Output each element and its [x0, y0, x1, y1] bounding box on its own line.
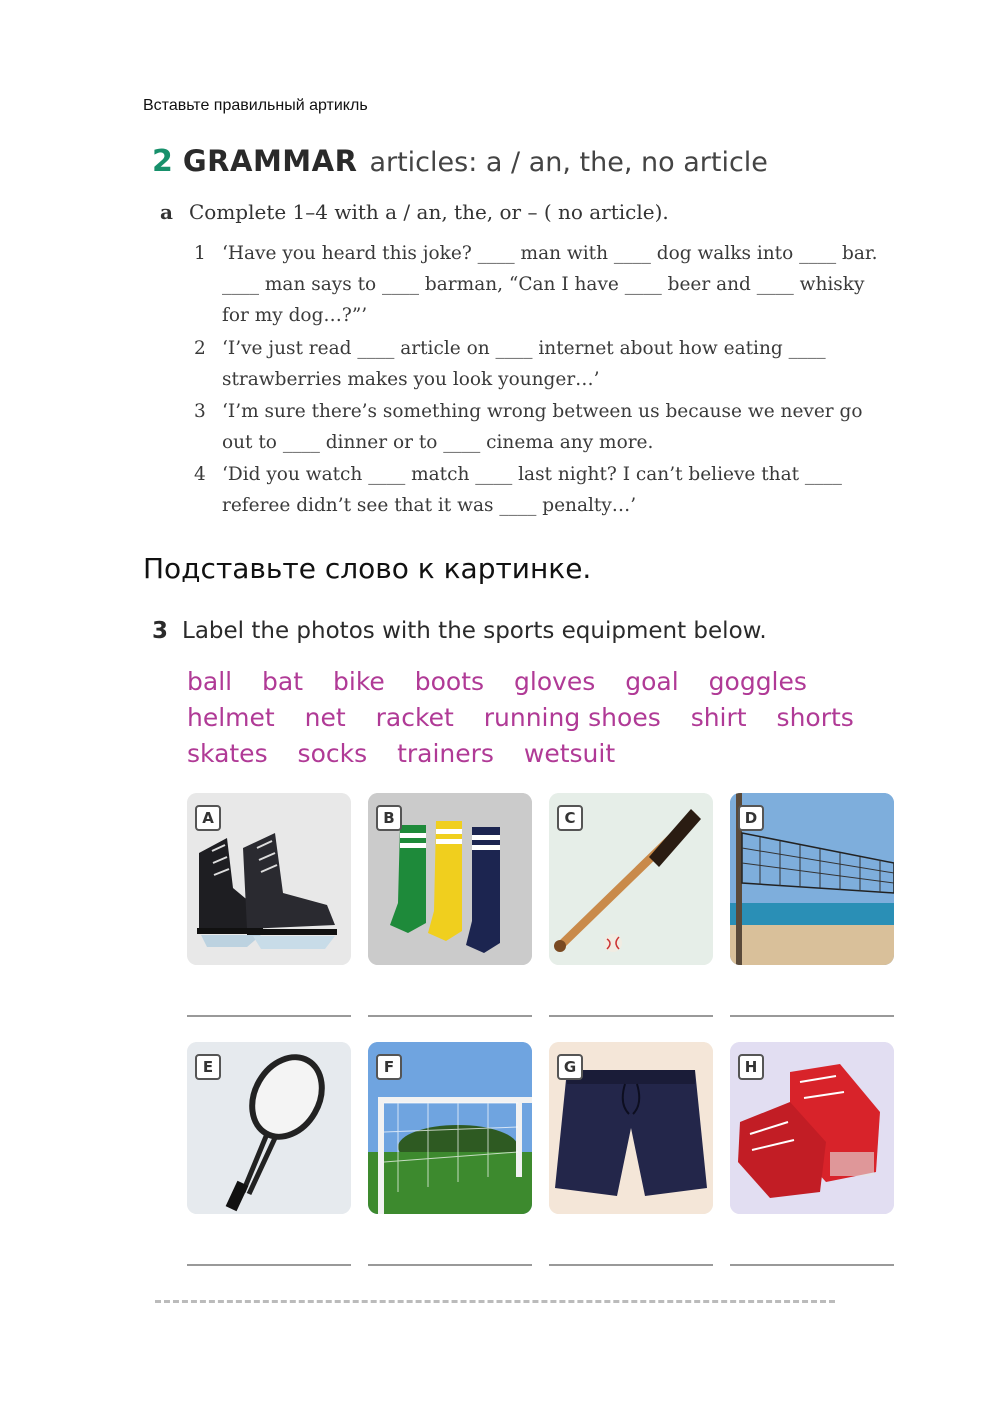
- photo-label: E: [195, 1054, 221, 1080]
- photo-label: G: [557, 1054, 583, 1080]
- word-item: ball: [187, 667, 233, 696]
- page-cut-line: [155, 1300, 835, 1303]
- word-item: bike: [333, 667, 385, 696]
- grammar-task: [160, 200, 669, 224]
- photo-label: H: [738, 1054, 764, 1080]
- word-item: socks: [297, 739, 368, 768]
- photo-b: [368, 793, 532, 965]
- word-item: goggles: [708, 667, 807, 696]
- item-text: ‘I’m sure there’s something wrong between us because we never go out to ____ dinner or to ____ cinema any more.: [222, 401, 863, 453]
- grammar-number: 2: [152, 144, 173, 179]
- photo-g: [549, 1042, 713, 1214]
- photo-h: [730, 1042, 894, 1214]
- answer-line-h[interactable]: [730, 1264, 894, 1266]
- grammar-title: GRAMMAR: [182, 144, 358, 178]
- word-item: shorts: [776, 703, 854, 732]
- photo-label: D: [738, 805, 764, 831]
- grammar-item-2: [194, 333, 894, 395]
- item-number: 2: [194, 338, 206, 359]
- photo-label: A: [195, 805, 221, 831]
- word-bank: [187, 664, 907, 772]
- word-item: racket: [375, 703, 454, 732]
- answer-line-b[interactable]: [368, 1015, 532, 1017]
- answer-line-c[interactable]: [549, 1015, 713, 1017]
- answer-line-g[interactable]: [549, 1264, 713, 1266]
- word-item: boots: [414, 667, 485, 696]
- photo-label: B: [376, 805, 402, 831]
- photo-label: F: [376, 1054, 402, 1080]
- sports-number: 3: [152, 618, 169, 644]
- instruction-articles: Вставьте правильный артикль: [143, 97, 368, 114]
- word-item: skates: [187, 739, 268, 768]
- word-item: net: [304, 703, 346, 732]
- answer-line-d[interactable]: [730, 1015, 894, 1017]
- item-text: ‘Have you heard this joke? ____ man with ____ dog walks into ____ bar. ____ man says to ____ barman, “Can I have ____ beer and ____ whisky for my dog…?”’: [222, 243, 878, 326]
- sports-heading: [152, 618, 767, 644]
- grammar-heading: [152, 144, 768, 179]
- word-item: goal: [625, 667, 679, 696]
- item-number: 1: [194, 243, 206, 264]
- photo-c: [549, 793, 713, 965]
- word-item: gloves: [514, 667, 596, 696]
- grammar-item-3: [194, 396, 894, 458]
- word-item: bat: [262, 667, 304, 696]
- grammar-subtitle: articles: a / an, the, no article: [369, 147, 768, 178]
- photo-a: [187, 793, 351, 965]
- photo-e: [187, 1042, 351, 1214]
- photo-d: [730, 793, 894, 965]
- photo-label: C: [557, 805, 583, 831]
- item-number: 4: [194, 464, 206, 485]
- photo-f: [368, 1042, 532, 1214]
- word-item: wetsuit: [523, 739, 616, 768]
- answer-line-f[interactable]: [368, 1264, 532, 1266]
- word-item: running shoes: [483, 703, 661, 732]
- grammar-item-1: [194, 238, 894, 331]
- sports-title: Label the photos with the sports equipment below.: [182, 618, 767, 644]
- item-text: ‘I’ve just read ____ article on ____ internet about how eating ____ strawberries makes you look younger…’: [222, 338, 826, 390]
- grammar-item-4: [194, 459, 894, 521]
- instruction-picture: Подставьте слово к картинке.: [143, 552, 592, 585]
- answer-line-a[interactable]: [187, 1015, 351, 1017]
- item-text: ‘Did you watch ____ match ____ last night? I can’t believe that ____ referee didn’t see that it was ____ penalty…’: [222, 464, 842, 516]
- word-item: trainers: [397, 739, 494, 768]
- item-number: 3: [194, 401, 206, 422]
- word-item: helmet: [187, 703, 275, 732]
- answer-line-e[interactable]: [187, 1264, 351, 1266]
- task-letter: a: [160, 200, 173, 224]
- word-item: shirt: [690, 703, 747, 732]
- task-text: Complete 1–4 with a / an, the, or – ( no article).: [188, 200, 669, 224]
